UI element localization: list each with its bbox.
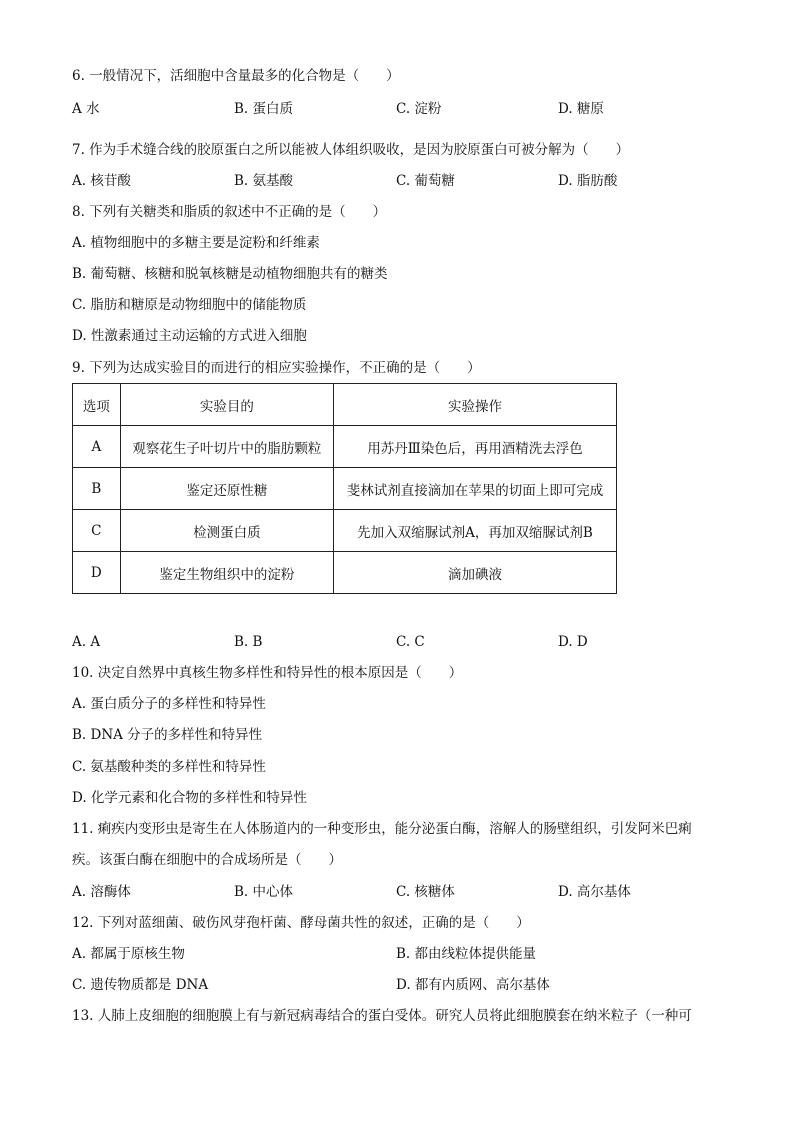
question-7-options: [72, 172, 722, 190]
question-8-option-c: C. 脂肪和糖原是动物细胞中的储能物质: [72, 297, 307, 313]
option-b: B. 都由线粒体提供能量: [396, 946, 537, 962]
cell-operation: 先加入双缩脲试剂A，再加双缩脲试剂B: [334, 510, 617, 552]
question-11-stem-line-1: 11. 痢疾内变形虫是寄生在人体肠道内的一种变形虫，能分泌蛋白酶，溶解人的肠壁组织，引发阿米巴痢: [72, 821, 692, 837]
question-7-stem: 7. 作为手术缝合线的胶原蛋白之所以能被人体组织吸收，是因为胶原蛋白可被分解为（ ）: [72, 142, 630, 158]
option-d: D. 脂肪酸: [558, 173, 618, 189]
question-10-option-d: D. 化学元素和化合物的多样性和特异性: [72, 790, 307, 806]
option-a: A. 都属于原核生物: [72, 946, 185, 962]
option-b: B. 氨基酸: [234, 173, 294, 189]
option-b: B. B: [234, 634, 263, 650]
option-a: A. 溶酶体: [72, 884, 131, 900]
experiment-table: [72, 383, 617, 594]
option-c: C. 葡萄糖: [396, 173, 455, 189]
header-option: 选项: [73, 384, 121, 426]
option-d: D. 高尔基体: [558, 884, 631, 900]
option-b: B. 蛋白质: [234, 101, 294, 117]
cell-purpose: 观察花生子叶切片中的脂肪颗粒: [120, 426, 333, 468]
question-10-option-a: A. 蛋白质分子的多样性和特异性: [72, 696, 266, 712]
option-d: D. 都有内质网、高尔基体: [396, 977, 550, 993]
option-d: D. 糖原: [558, 101, 604, 117]
option-a: A 水: [72, 101, 100, 117]
question-13-stem: 13. 人肺上皮细胞的细胞膜上有与新冠病毒结合的蛋白受体。研究人员将此细胞膜套在纳米粒子（一种可: [72, 1008, 692, 1024]
question-9-stem: 9. 下列为达成实验目的而进行的相应实验操作，不正确的是（ ）: [72, 360, 481, 376]
option-a: A. A: [72, 634, 101, 650]
table-row: [73, 426, 617, 468]
cell-option: A: [73, 426, 121, 468]
table-header-row: [73, 384, 617, 426]
question-11-stem-line-2: 疾。该蛋白酶在细胞中的合成场所是（ ）: [72, 852, 342, 868]
option-a: A. 核苷酸: [72, 173, 131, 189]
cell-purpose: 鉴定还原性糖: [120, 468, 333, 510]
cell-option: D: [73, 552, 121, 594]
cell-operation: 斐林试剂直接滴加在苹果的切面上即可完成: [334, 468, 617, 510]
cell-option: B: [73, 468, 121, 510]
question-11-options: [72, 883, 722, 901]
cell-operation: 用苏丹Ⅲ染色后，再用酒精洗去浮色: [334, 426, 617, 468]
cell-purpose: 鉴定生物组织中的淀粉: [120, 552, 333, 594]
option-c: C. C: [396, 634, 425, 650]
question-12-options-row-1: [72, 945, 722, 963]
option-d: D. D: [558, 634, 588, 650]
option-b: B. 中心体: [234, 884, 294, 900]
question-8-stem: 8. 下列有关糖类和脂质的叙述中不正确的是（ ）: [72, 204, 387, 220]
question-6-options: [72, 100, 722, 118]
option-c: C. 核糖体: [396, 884, 455, 900]
cell-option: C: [73, 510, 121, 552]
cell-purpose: 检测蛋白质: [120, 510, 333, 552]
table-row: [73, 510, 617, 552]
question-6-stem: 6. 一般情况下，活细胞中含量最多的化合物是（ ）: [72, 68, 400, 84]
question-9-options: [72, 633, 722, 651]
option-c: C. 遗传物质都是 DNA: [72, 977, 209, 993]
question-8-option-b: B. 葡萄糖、核糖和脱氧核糖是动植物细胞共有的糖类: [72, 266, 388, 282]
question-10-option-b: B. DNA 分子的多样性和特异性: [72, 727, 263, 743]
question-10-stem: 10. 决定自然界中真核生物多样性和特异性的根本原因是（ ）: [72, 665, 463, 681]
question-12-options-row-2: [72, 976, 722, 994]
question-8-option-a: A. 植物细胞中的多糖主要是淀粉和纤维素: [72, 235, 320, 251]
option-c: C. 淀粉: [396, 101, 442, 117]
table-row: [73, 552, 617, 594]
header-operation: 实验操作: [334, 384, 617, 426]
question-8-option-d: D. 性激素通过主动运输的方式进入细胞: [72, 328, 307, 344]
table-row: [73, 468, 617, 510]
question-10-option-c: C. 氨基酸种类的多样性和特异性: [72, 759, 266, 775]
header-purpose: 实验目的: [120, 384, 333, 426]
question-12-stem: 12. 下列对蓝细菌、破伤风芽孢杆菌、酵母菌共性的叙述，正确的是（ ）: [72, 915, 530, 931]
cell-operation: 滴加碘液: [334, 552, 617, 594]
